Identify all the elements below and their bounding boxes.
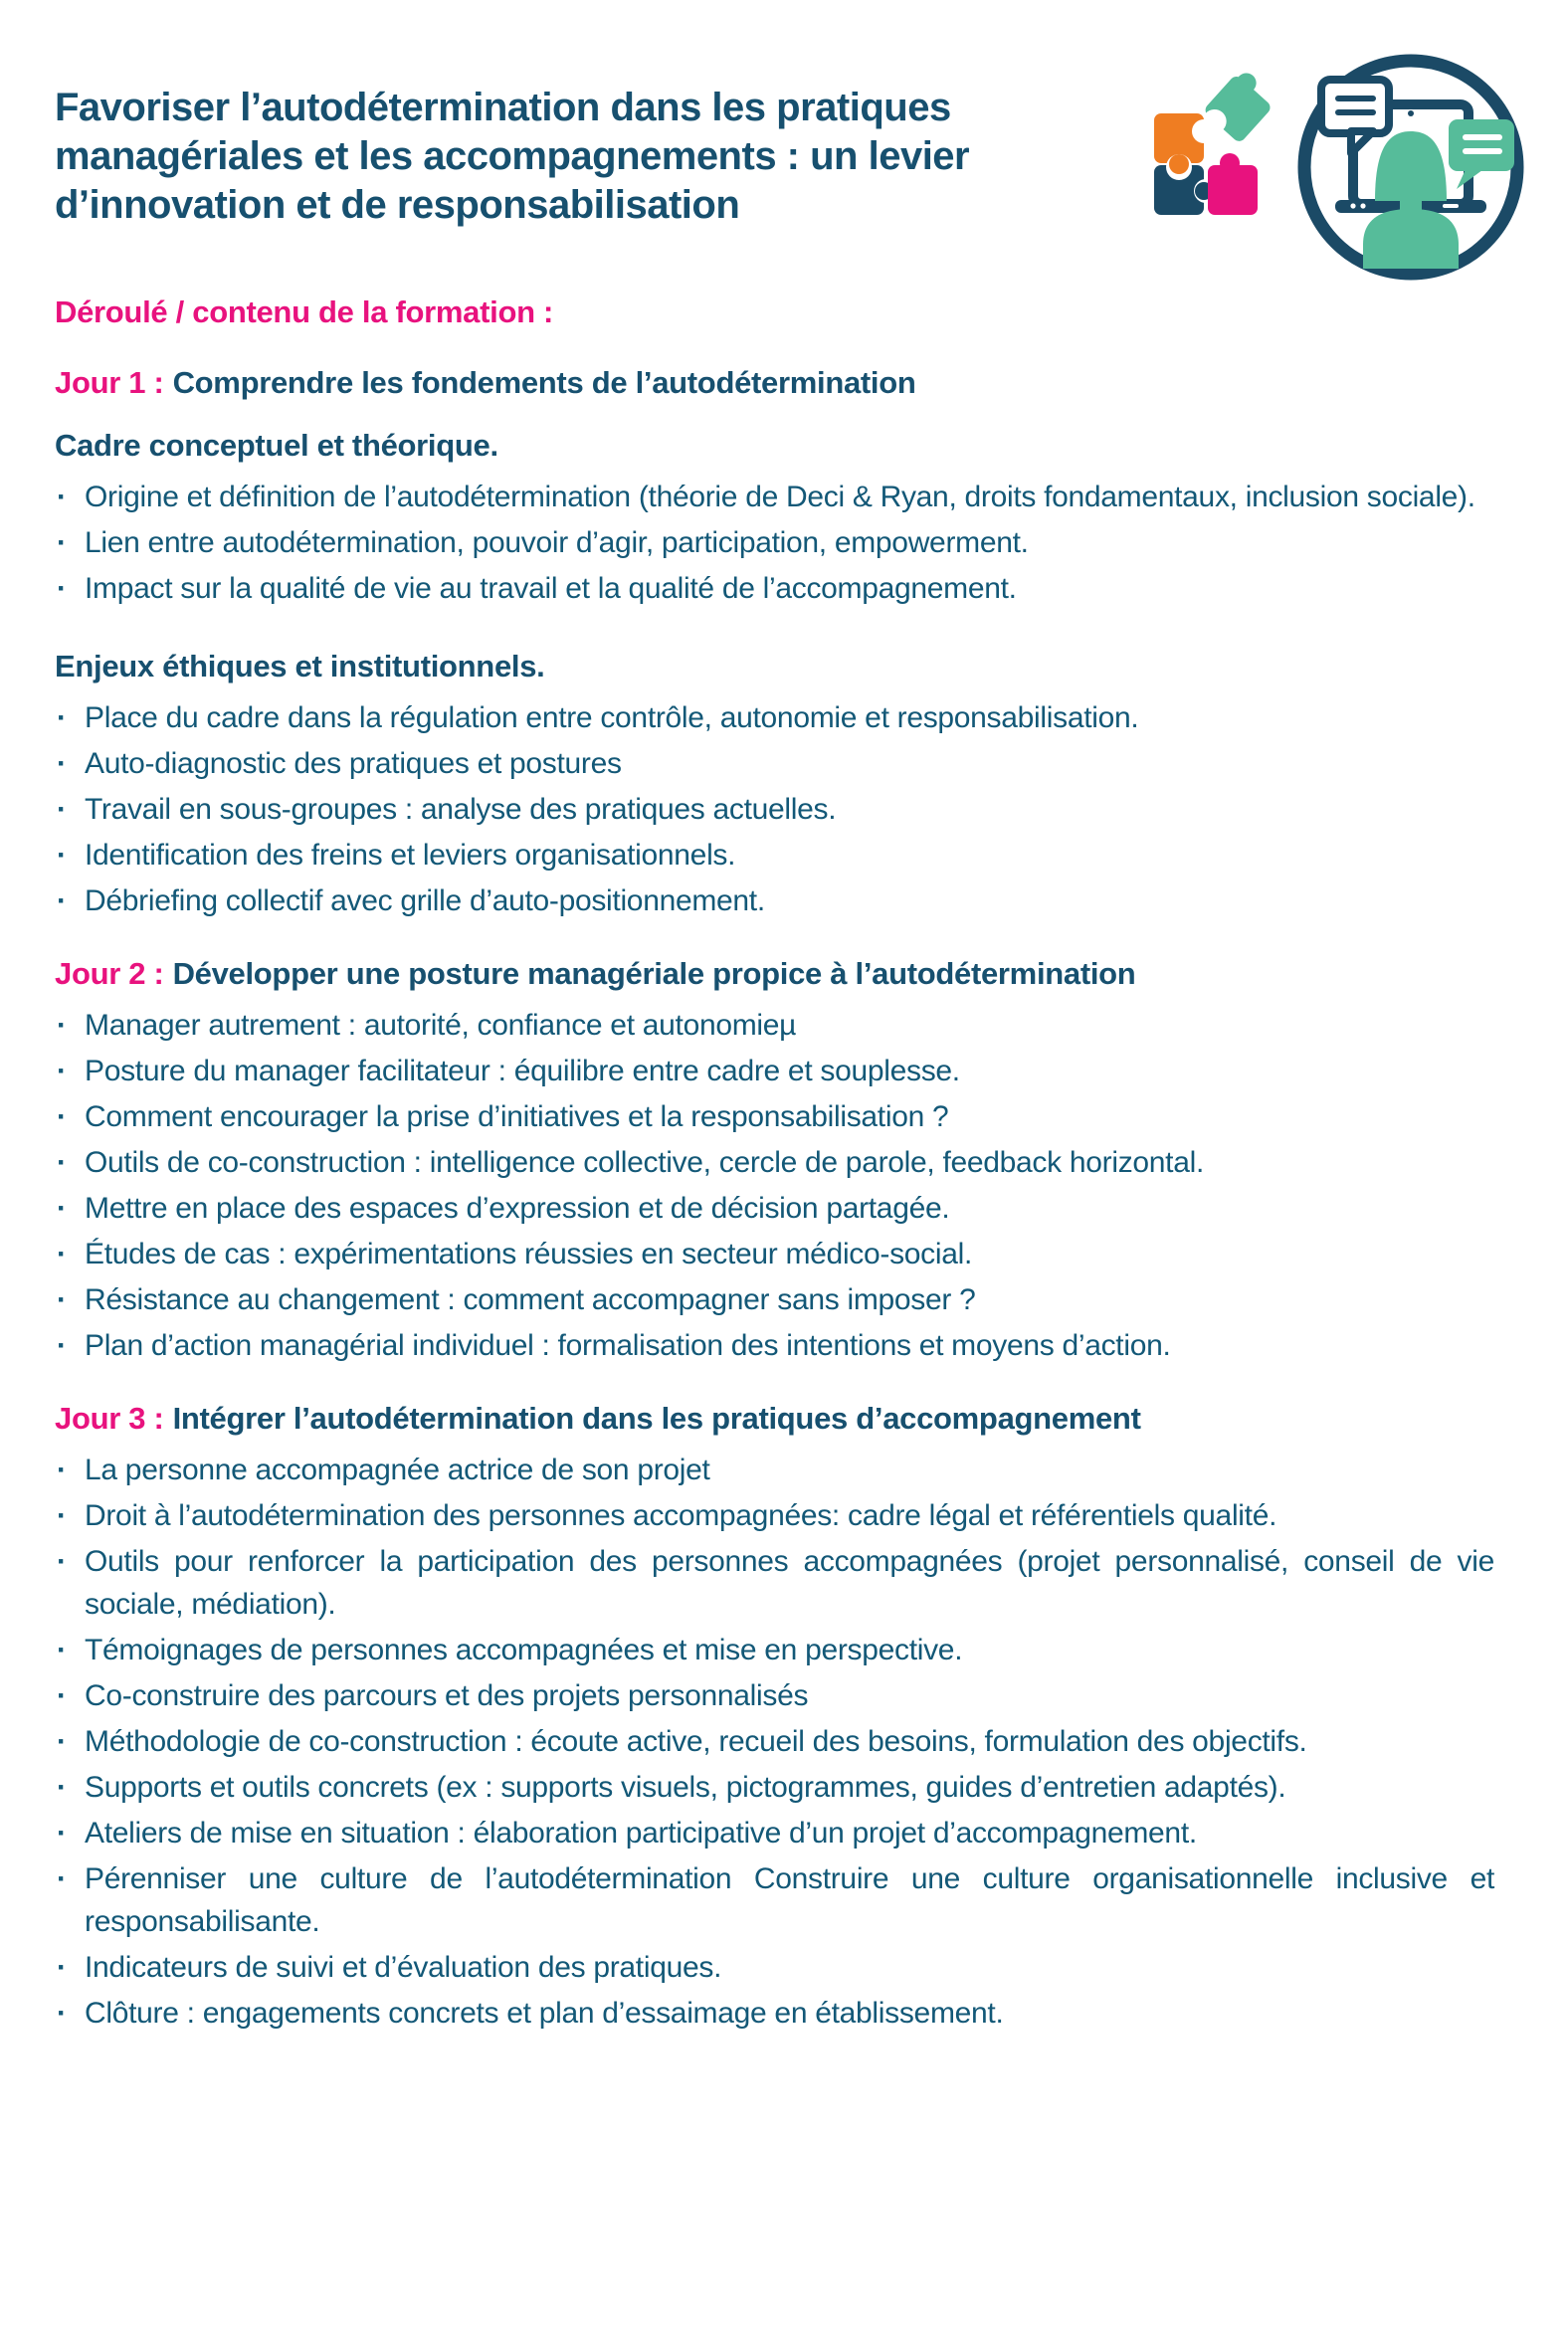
list-item-text: Posture du manager facilitateur : équilibre entre cadre et souplesse. bbox=[85, 1055, 960, 1087]
day-title: Développer une posture managériale propice à l’autodétermination bbox=[172, 956, 1136, 991]
list-item-text: Manager autrement : autorité, confiance et autonomieµ bbox=[85, 1009, 797, 1042]
list-item bbox=[55, 1187, 1494, 1230]
day-label: Jour 3 : bbox=[55, 1401, 164, 1436]
list-item-text: Mettre en place des espaces d’expression et de décision partagée. bbox=[85, 1192, 950, 1225]
bullet-dot-icon: · bbox=[57, 572, 67, 605]
day-title: Intégrer l’autodétermination dans les pratiques d’accompagnement bbox=[172, 1401, 1141, 1436]
bullet-dot-icon: · bbox=[57, 1725, 67, 1758]
bullet-list bbox=[55, 696, 1494, 922]
page-title-line-3: d’innovation et de responsabilisation bbox=[55, 183, 740, 227]
page-title-line-1: Favoriser l’autodétermination dans les pratiques bbox=[55, 86, 951, 129]
list-item-text: Témoignages de personnes accompagnées et mise en perspective. bbox=[85, 1634, 963, 1666]
list-item bbox=[55, 834, 1494, 876]
puzzle-pieces-icon bbox=[1142, 72, 1291, 221]
list-item-text: Comment encourager la prise d’initiatives et la responsabilisation ? bbox=[85, 1100, 949, 1133]
page-title bbox=[55, 84, 1149, 230]
day-label: Jour 1 : bbox=[55, 365, 164, 400]
list-item bbox=[55, 1812, 1494, 1854]
list-item bbox=[55, 742, 1494, 785]
list-item-text: Outils pour renforcer la participation des personnes accompagnées (projet personnalisé, conseil de vie sociale, médiation). bbox=[85, 1545, 1494, 1621]
list-item bbox=[55, 1857, 1494, 1943]
day-heading bbox=[55, 955, 1494, 993]
list-item bbox=[55, 567, 1494, 610]
list-item bbox=[55, 1674, 1494, 1717]
bullet-dot-icon: · bbox=[57, 1817, 67, 1850]
list-item bbox=[55, 476, 1494, 518]
list-item-text: Origine et définition de l’autodétermination (théorie de Deci & Ryan, droits fondamentaux, inclusion sociale). bbox=[85, 481, 1475, 513]
subsection-heading: Enjeux éthiques et institutionnels. bbox=[55, 649, 545, 683]
bullet-dot-icon: · bbox=[57, 884, 67, 917]
day-section-1 bbox=[55, 364, 1494, 922]
bullet-dot-icon: · bbox=[57, 1499, 67, 1532]
list-item-text: Pérenniser une culture de l’autodétermination Construire une culture organisationnelle inclusive et responsabilisante. bbox=[85, 1862, 1494, 1938]
person-laptop-chat-icon bbox=[1291, 48, 1530, 287]
bullet-dot-icon: · bbox=[57, 1100, 67, 1133]
list-item bbox=[55, 879, 1494, 922]
list-item bbox=[55, 1050, 1494, 1092]
list-item-text: Travail en sous-groupes : analyse des pratiques actuelles. bbox=[85, 793, 837, 826]
list-item-text: Ateliers de mise en situation : élaboration participative d’un projet d’accompagnement. bbox=[85, 1817, 1197, 1850]
bullet-dot-icon: · bbox=[57, 1545, 67, 1578]
bullet-dot-icon: · bbox=[57, 839, 67, 872]
list-item-text: Place du cadre dans la régulation entre contrôle, autonomie et responsabilisation. bbox=[85, 701, 1139, 734]
section-heading-contenu: Déroulé / contenu de la formation : bbox=[55, 294, 554, 329]
day-title: Comprendre les fondements de l’autodétermination bbox=[172, 365, 916, 400]
list-item-text: Plan d’action managérial individuel : formalisation des intentions et moyens d’action. bbox=[85, 1329, 1171, 1362]
bullet-dot-icon: · bbox=[57, 1862, 67, 1895]
list-item-text: Études de cas : expérimentations réussies en secteur médico-social. bbox=[85, 1238, 973, 1270]
list-item-text: Outils de co-construction : intelligence collective, cercle de parole, feedback horizontal. bbox=[85, 1146, 1204, 1179]
list-item-text: Méthodologie de co-construction : écoute active, recueil des besoins, formulation des objectifs. bbox=[85, 1725, 1307, 1758]
bullet-dot-icon: · bbox=[57, 1634, 67, 1666]
list-item bbox=[55, 1278, 1494, 1321]
bullet-dot-icon: · bbox=[57, 747, 67, 780]
list-item-text: Impact sur la qualité de vie au travail et la qualité de l’accompagnement. bbox=[85, 572, 1017, 605]
list-item-text: Clôture : engagements concrets et plan d’essaimage en établissement. bbox=[85, 1997, 1004, 2030]
bullet-dot-icon: · bbox=[57, 1997, 67, 2030]
bullet-dot-icon: · bbox=[57, 1146, 67, 1179]
subsection-heading: Cadre conceptuel et théorique. bbox=[55, 428, 498, 463]
bullet-list bbox=[55, 476, 1494, 610]
list-item bbox=[55, 696, 1494, 739]
day-heading bbox=[55, 364, 1494, 402]
list-item bbox=[55, 1449, 1494, 1491]
list-item bbox=[55, 1720, 1494, 1763]
list-item-text: Indicateurs de suivi et d’évaluation des pratiques. bbox=[85, 1951, 722, 1984]
list-item bbox=[55, 1233, 1494, 1275]
bullet-dot-icon: · bbox=[57, 1329, 67, 1362]
list-item-text: Identification des freins et leviers organisationnels. bbox=[85, 839, 736, 872]
bullet-dot-icon: · bbox=[57, 481, 67, 513]
list-item-text: Auto-diagnostic des pratiques et postures bbox=[85, 747, 622, 780]
bullet-list bbox=[55, 1449, 1494, 2035]
list-item bbox=[55, 1324, 1494, 1367]
bullet-dot-icon: · bbox=[57, 1055, 67, 1087]
list-item-text: Co-construire des parcours et des projets personnalisés bbox=[85, 1679, 809, 1712]
training-days bbox=[55, 364, 1494, 2035]
list-item bbox=[55, 1494, 1494, 1537]
list-item-text: Résistance au changement : comment accompagner sans imposer ? bbox=[85, 1283, 976, 1316]
day-section-3 bbox=[55, 1400, 1494, 2035]
list-item-text: Supports et outils concrets (ex : supports visuels, pictogrammes, guides d’entretien adaptés). bbox=[85, 1771, 1286, 1804]
list-item bbox=[55, 1095, 1494, 1138]
bullet-dot-icon: · bbox=[57, 1771, 67, 1804]
bullet-dot-icon: · bbox=[57, 1951, 67, 1984]
bullet-dot-icon: · bbox=[57, 1283, 67, 1316]
list-item-text: Droit à l’autodétermination des personnes accompagnées: cadre légal et référentiels qualité. bbox=[85, 1499, 1277, 1532]
list-item-text: Débriefing collectif avec grille d’auto-positionnement. bbox=[85, 884, 765, 917]
bullet-dot-icon: · bbox=[57, 1679, 67, 1712]
page-title-line-2: managériales et les accompagnements : un levier bbox=[55, 134, 970, 178]
list-item bbox=[55, 521, 1494, 564]
bullet-dot-icon: · bbox=[57, 1192, 67, 1225]
list-item bbox=[55, 1629, 1494, 1671]
bullet-list bbox=[55, 1004, 1494, 1367]
page-header bbox=[55, 84, 1494, 230]
list-item bbox=[55, 1946, 1494, 1989]
bullet-dot-icon: · bbox=[57, 793, 67, 826]
bullet-dot-icon: · bbox=[57, 526, 67, 559]
bullet-dot-icon: · bbox=[57, 1454, 67, 1486]
day-heading bbox=[55, 1400, 1494, 1438]
list-item bbox=[55, 1540, 1494, 1626]
list-item bbox=[55, 1992, 1494, 2035]
bullet-dot-icon: · bbox=[57, 1238, 67, 1270]
day-section-2 bbox=[55, 955, 1494, 1367]
list-item bbox=[55, 1004, 1494, 1047]
list-item bbox=[55, 1141, 1494, 1184]
day-label: Jour 2 : bbox=[55, 956, 164, 991]
list-item-text: La personne accompagnée actrice de son projet bbox=[85, 1454, 710, 1486]
list-item-text: Lien entre autodétermination, pouvoir d’agir, participation, empowerment. bbox=[85, 526, 1029, 559]
bullet-dot-icon: · bbox=[57, 1009, 67, 1042]
list-item bbox=[55, 1766, 1494, 1809]
list-item bbox=[55, 788, 1494, 831]
puzzle-piece-pink bbox=[1208, 153, 1258, 215]
bullet-dot-icon: · bbox=[57, 701, 67, 734]
